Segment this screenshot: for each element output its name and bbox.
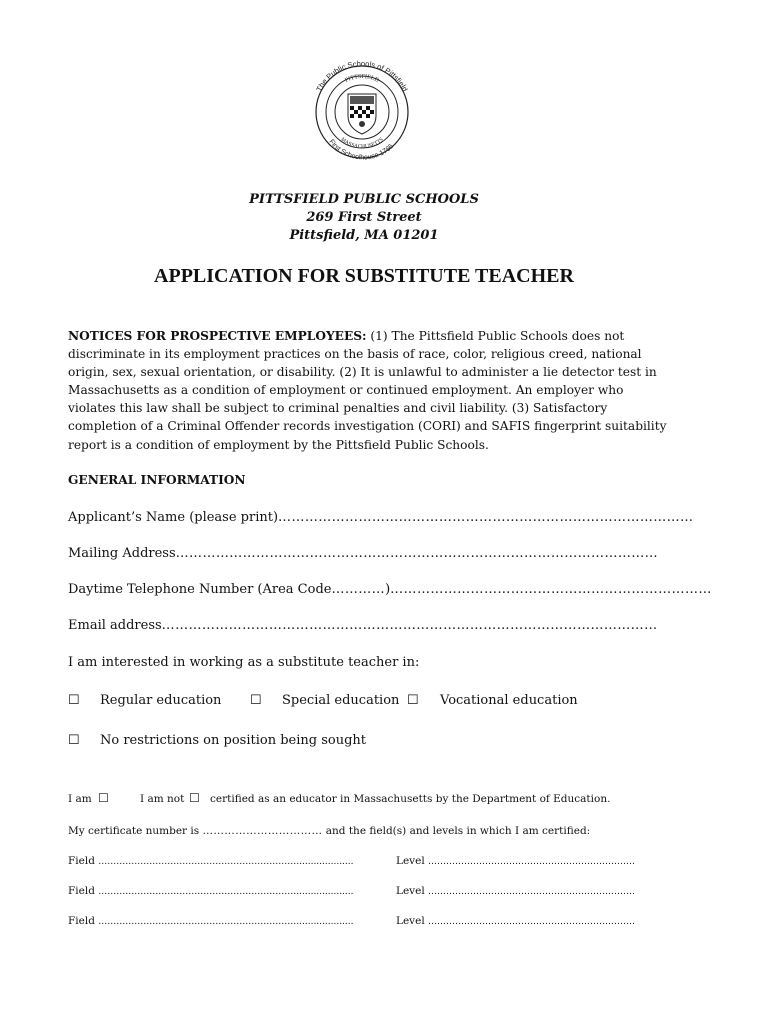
field-dots: ………………………………………………………….................... bbox=[98, 887, 354, 897]
phone-label: Daytime Telephone Number (Area Code bbox=[68, 582, 332, 597]
level-dots: …………………………………………………………… bbox=[428, 887, 636, 897]
cert-number-dots: …………………………… bbox=[202, 825, 323, 837]
svg-text:PITTSFIELD bbox=[344, 74, 380, 84]
pittsfield-schools-seal bbox=[306, 50, 418, 184]
i-am-label: I am bbox=[68, 793, 92, 805]
phone-close-paren: ) bbox=[385, 582, 391, 597]
seal-shield-icon bbox=[348, 94, 376, 134]
level-input-1[interactable] bbox=[396, 855, 635, 867]
cert-fields-text: and the field(s) and levels in which I am certified: bbox=[325, 825, 591, 837]
email-dots: ………………………………………………………………………………………………… bbox=[161, 618, 658, 633]
org-city: Pittsfield, MA 01201 bbox=[289, 228, 439, 243]
area-code-dots: ………… bbox=[331, 582, 386, 597]
i-am-checkbox[interactable]: ☐ bbox=[98, 791, 109, 805]
phone-dots: ……………………………………………………………… bbox=[390, 582, 712, 597]
applicant-name-field[interactable] bbox=[68, 510, 693, 525]
cert-number-field[interactable] bbox=[68, 825, 590, 837]
special-education-label: Special education bbox=[282, 693, 400, 708]
level-label: Level bbox=[396, 855, 425, 867]
regular-education-checkbox[interactable]: ☐ bbox=[68, 693, 80, 708]
field-dots: ………………………………………………………….................... bbox=[98, 857, 354, 867]
certified-text: certified as an educator in Massachusetts by the Department of Education. bbox=[210, 793, 611, 805]
field-label: Field bbox=[68, 915, 95, 927]
seal-top-text: The Public Schools of Pittsfield bbox=[314, 58, 410, 94]
no-restrictions-checkbox[interactable]: ☐ bbox=[68, 733, 80, 748]
field-input-2[interactable] bbox=[68, 885, 354, 897]
phone-field[interactable] bbox=[68, 582, 712, 597]
level-dots: …………………………………………………………… bbox=[428, 917, 636, 927]
vocational-education-label: Vocational education bbox=[440, 693, 578, 708]
level-input-2[interactable] bbox=[396, 885, 635, 897]
field-input-1[interactable] bbox=[68, 855, 354, 867]
field-input-3[interactable] bbox=[68, 915, 354, 927]
notice-text: (1) The Pittsfield Public Schools does not discriminate in its employment practices on the basis of race, color, religious creed, national origin, sex, sexual orientation, or disability. (2) It is unlawful to administer a lie detector test in Massachusetts as a condition of employment or continued employment. An employer who violates this law shall be subject to criminal penalties and civil liability. (3) Satisfactory completion of a Criminal Offender records investigation (CORI) and SAFIS fingerprint suitability report is a condition of employment by the Pittsfield Public Schools. bbox=[68, 329, 667, 452]
level-label: Level bbox=[396, 885, 425, 897]
mailing-address-dots: ……………………………………………………………………………………………… bbox=[175, 546, 659, 561]
org-name: PITTSFIELD PUBLIC SCHOOLS bbox=[249, 192, 479, 207]
interest-text: I am interested in working as a substitute teacher in: bbox=[68, 655, 420, 670]
applicant-name-label: Applicant’s Name (please print) bbox=[68, 510, 279, 525]
i-am-not-label: I am not bbox=[140, 793, 185, 805]
mailing-address-label: Mailing Address bbox=[68, 546, 176, 561]
level-input-3[interactable] bbox=[396, 915, 635, 927]
seal-city-text: PITTSFIELD bbox=[344, 73, 380, 84]
field-label: Field bbox=[68, 885, 95, 897]
vocational-education-checkbox[interactable]: ☐ bbox=[407, 693, 419, 708]
applicant-name-dots: ………………………………………………………………………………… bbox=[278, 510, 694, 525]
cert-number-label: My certificate number is bbox=[68, 825, 200, 837]
level-label: Level bbox=[396, 915, 425, 927]
seal-state-text: MASSACHUSETTS bbox=[339, 136, 385, 151]
svg-text:First Schoolhouse 1766 bbox=[327, 138, 395, 161]
field-dots: ………………………………………………………….................... bbox=[98, 917, 354, 927]
general-info-heading: GENERAL INFORMATION bbox=[68, 473, 246, 487]
i-am-not-checkbox[interactable]: ☐ bbox=[189, 791, 200, 805]
email-label: Email address bbox=[68, 618, 162, 633]
email-field[interactable] bbox=[68, 618, 657, 633]
mailing-address-field[interactable] bbox=[68, 546, 658, 561]
page-title: APPLICATION FOR SUBSTITUTE TEACHER bbox=[154, 265, 574, 287]
notice-label: NOTICES FOR PROSPECTIVE EMPLOYEES: bbox=[68, 329, 367, 343]
field-label: Field bbox=[68, 855, 95, 867]
no-restrictions-label: No restrictions on position being sought bbox=[100, 733, 366, 748]
special-education-checkbox[interactable]: ☐ bbox=[250, 693, 262, 708]
regular-education-label: Regular education bbox=[100, 693, 222, 708]
notice-paragraph bbox=[68, 327, 668, 454]
level-dots: …………………………………………………………… bbox=[428, 857, 636, 867]
org-street: 269 First Street bbox=[306, 210, 422, 225]
seal-bottom-text: First Schoolhouse 1766 bbox=[327, 138, 395, 162]
